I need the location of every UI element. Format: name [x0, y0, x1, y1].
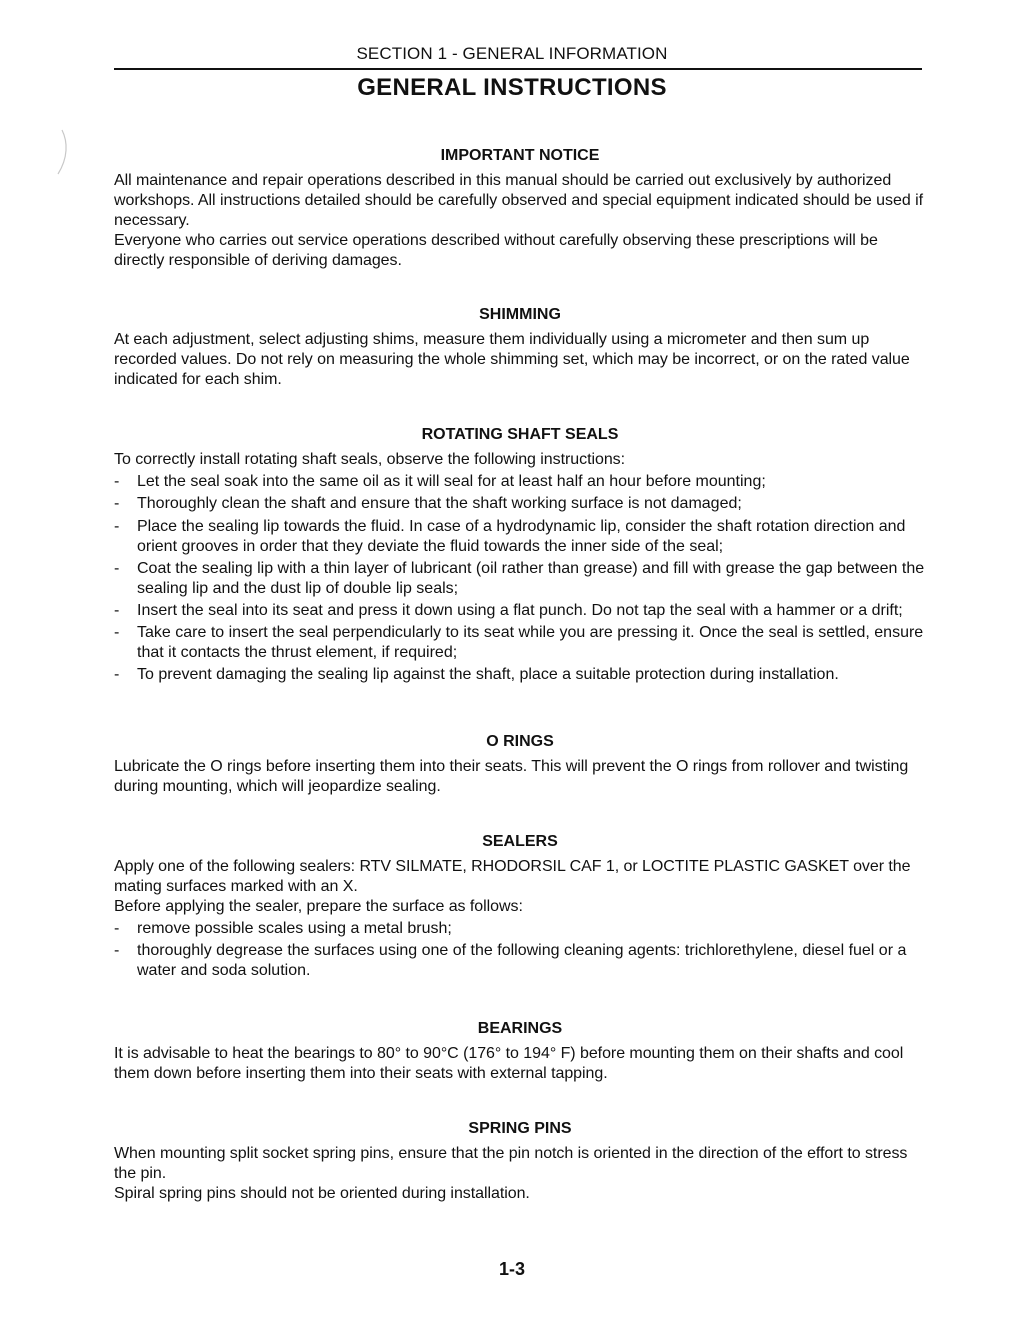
spring-pins-section	[114, 1119, 926, 1204]
o-rings-heading: O RINGS	[486, 733, 554, 750]
page-title: GENERAL INSTRUCTIONS	[357, 74, 667, 101]
bullet-dash: -	[114, 601, 120, 619]
bearings-heading: BEARINGS	[477, 1020, 563, 1037]
page-number: 1-3	[498, 1259, 525, 1279]
bullet-dash: -	[114, 920, 120, 938]
list-item-text: Take care to insert the seal perpendicularly to its seat while you are pressing it. Once the seal is settled, ensure that it contacts the thrust element, if required;	[137, 624, 924, 662]
o-rings-section	[114, 732, 926, 797]
important-notice-paragraph: Everyone who carries out service operations described without carefully observing these prescriptions will be directly responsible of deriving damages.	[114, 232, 878, 269]
list-item-text: Thoroughly clean the shaft and ensure that the shaft working surface is not damaged;	[137, 495, 742, 513]
o-rings-paragraph: Lubricate the O rings before inserting them into their seats. This will prevent the O rings from rollover and twisting during mounting, which will jeopardize sealing.	[114, 758, 909, 795]
list-item	[114, 665, 926, 685]
margin-scan-mark-icon	[52, 128, 72, 180]
list-item	[114, 919, 926, 939]
list-item	[114, 559, 926, 599]
list-item-text: Insert the seal into its seat and press it down using a flat punch. Do not tap the seal with a hammer or a drift;	[137, 601, 903, 619]
list-item	[114, 517, 926, 557]
section-header: SECTION 1 - GENERAL INFORMATION	[356, 44, 668, 63]
sealers-section	[114, 832, 926, 981]
sealers-paragraph: Apply one of the following sealers: RTV SILMATE, RHODORSIL CAF 1, or LOCTITE PLASTIC GASKET over the mating surfaces marked with an X.	[114, 858, 911, 895]
list-item	[114, 941, 926, 981]
spring-pins-paragraph: Spiral spring pins should not be oriented during installation.	[114, 1185, 530, 1202]
important-notice-heading: IMPORTANT NOTICE	[440, 147, 600, 164]
list-item	[114, 601, 926, 621]
spring-pins-paragraph: When mounting split socket spring pins, ensure that the pin notch is oriented in the direction of the effort to stress the pin.	[114, 1145, 908, 1182]
rotating-shaft-seals-section	[114, 425, 926, 685]
shimming-paragraph: At each adjustment, select adjusting shims, measure them individually using a micrometer and then sum up recorded values. Do not rely on measuring the whole shimming set, which may be incorrect, or on the rated value indicated for each shim.	[114, 331, 910, 388]
header-rule	[114, 68, 922, 70]
shimming-section	[114, 305, 926, 390]
sealers-heading: SEALERS	[482, 833, 558, 850]
bullet-dash: -	[114, 495, 120, 513]
important-notice-section	[114, 146, 926, 271]
rotating-shaft-seals-heading: ROTATING SHAFT SEALS	[421, 426, 619, 443]
list-item-text: To prevent damaging the sealing lip against the shaft, place a suitable protection during installation.	[137, 666, 839, 684]
rotating-shaft-seals-intro: To correctly install rotating shaft seals, observe the following instructions:	[114, 451, 626, 468]
bullet-dash: -	[114, 517, 120, 535]
bearings-section	[114, 1019, 926, 1084]
list-item-text: Coat the sealing lip with a thin layer of lubricant (oil rather than grease) and fill with grease the gap between the sealing lip and the dust lip of double lip seals;	[137, 559, 925, 597]
list-item	[114, 623, 926, 663]
list-item	[114, 494, 926, 514]
sealers-paragraph: Before applying the sealer, prepare the surface as follows:	[114, 898, 523, 915]
bearings-paragraph: It is advisable to heat the bearings to 80° to 90°C (176° to 194° F) before mounting them on their shafts and cool them down before inserting them into their seats with external tapping.	[114, 1045, 904, 1082]
list-item	[114, 472, 926, 492]
bullet-dash: -	[114, 559, 120, 577]
bullet-dash: -	[114, 666, 120, 684]
rotating-shaft-seals-list	[114, 472, 926, 685]
list-item-text: remove possible scales using a metal brush;	[137, 920, 452, 938]
shimming-heading: SHIMMING	[479, 306, 561, 323]
bullet-dash: -	[114, 473, 120, 491]
list-item-text: Place the sealing lip towards the fluid. In case of a hydrodynamic lip, consider the shaft rotation direction and orient grooves in order that they deviate the fluid towards the inner side of the seal;	[137, 517, 906, 555]
list-item-text: thoroughly degrease the surfaces using one of the following cleaning agents: trichlorethylene, diesel fuel or a water and soda solution.	[137, 942, 907, 980]
bullet-dash: -	[114, 942, 120, 960]
spring-pins-heading: SPRING PINS	[468, 1120, 572, 1137]
list-item-text: Let the seal soak into the same oil as it will seal for at least half an hour before mounting;	[137, 473, 766, 491]
bullet-dash: -	[114, 624, 120, 642]
important-notice-paragraph: All maintenance and repair operations described in this manual should be carried out exclusively by authorized workshops. All instructions detailed should be carefully observed and special equipment indicated should be used if necessary.	[114, 172, 923, 229]
sealers-list	[114, 919, 926, 981]
